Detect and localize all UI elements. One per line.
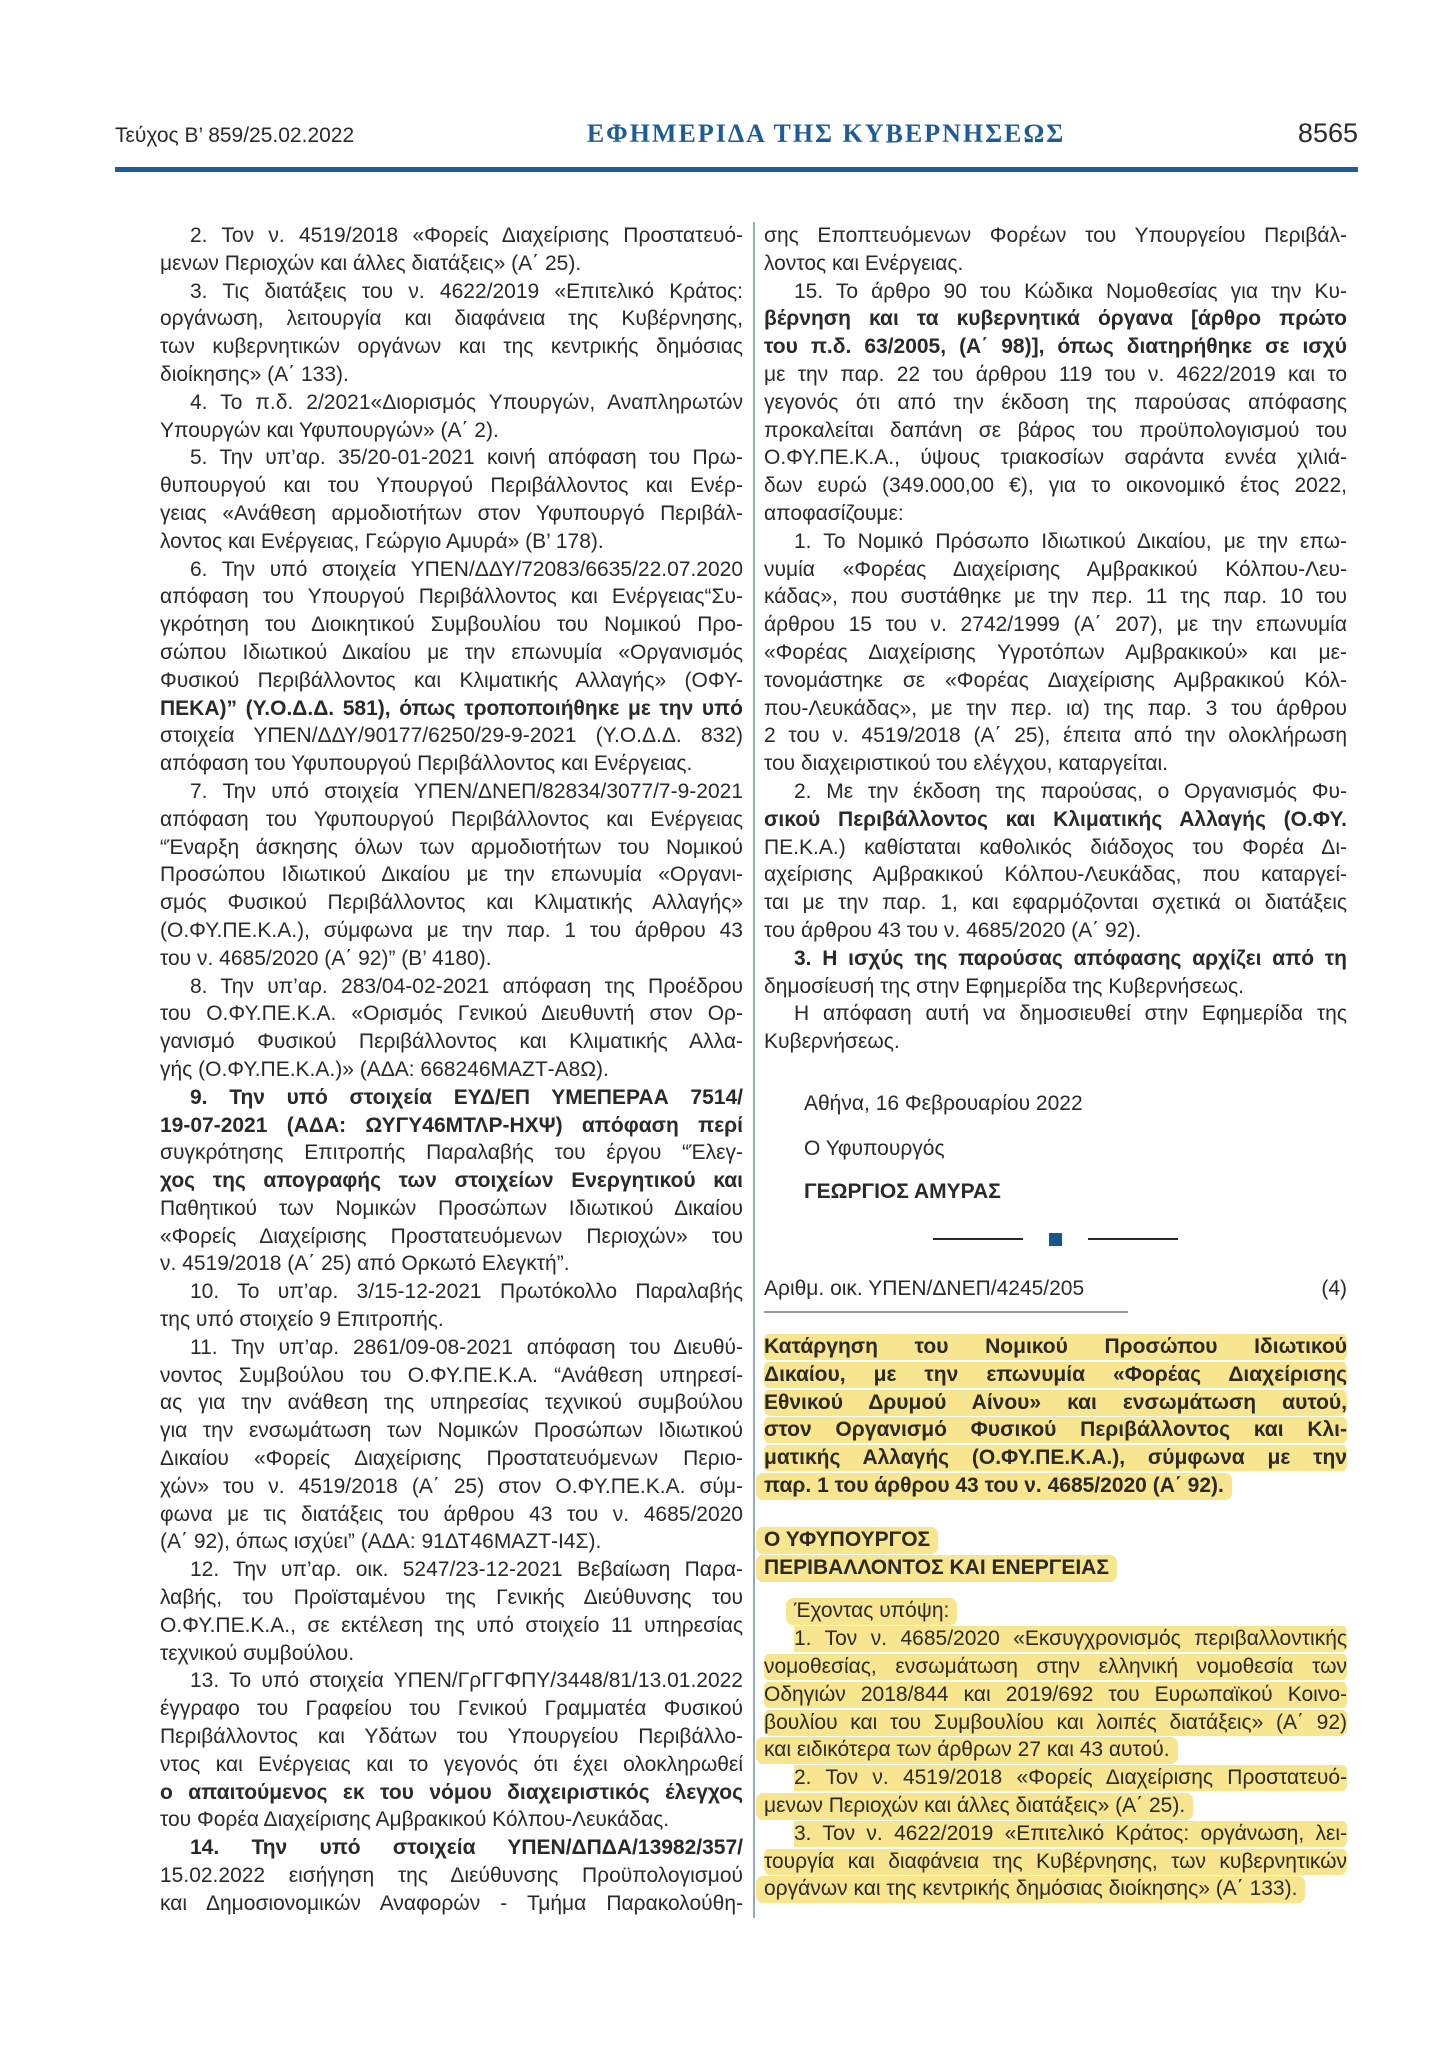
text-span: μενων Περιοχών και άλλες διατάξεις» (Α΄ 25). <box>160 251 582 275</box>
gazette-title: ΕΦΗΜΕΡΙΔΑ ΤΗΣ ΚΥΒΕΡΝΗΣΕΩΣ <box>586 119 1066 148</box>
text-span: αποφασίζουμε: <box>764 501 904 525</box>
text-line <box>764 639 1347 667</box>
text-line <box>764 333 1347 361</box>
text-line <box>160 361 743 389</box>
text-line <box>160 1473 743 1501</box>
text-line <box>160 1751 743 1779</box>
text-line <box>764 778 1347 806</box>
text-span: Υπουργών και Υφυπουργών» (Α΄ 2). <box>160 418 499 442</box>
text-span: σικού Περιβάλλοντος και Κλιματικής Αλλαγής (Ο.ΦΥ. <box>764 807 1347 831</box>
text-line <box>160 556 743 584</box>
text-span: στοιχεία ΥΠΕΝ/ΔΔΥ/90177/6250/29-9-2021 (Υ.Ο.Δ.Δ. 832) <box>160 724 743 748</box>
text-span: 2. Με την έκδοση της παρούσας, ο Οργανισμός Φυ- <box>794 779 1347 803</box>
paragraph <box>160 556 743 778</box>
text-line <box>764 917 1347 945</box>
text-line <box>160 333 743 361</box>
page-header <box>115 118 1358 149</box>
document-ref-number: (4) <box>1321 1277 1347 1301</box>
text-line <box>764 278 1347 306</box>
text-line <box>764 806 1347 834</box>
text-span: 12. Την υπ’αρ. οικ. 5247/23-12-2021 Βεβαίωση Παρα- <box>190 1558 743 1582</box>
text-line <box>764 1625 1347 1653</box>
text-span: ΠΕΚΑ)” (Υ.Ο.Δ.Δ. 581), όπως τροποποιήθηκε με την υπό <box>160 696 743 720</box>
separator-line <box>933 1238 1023 1240</box>
text-span: 5. Την υπ’αρ. 35/20-01-2021 κοινή απόφαση του Πρω- <box>190 446 743 470</box>
text-span: Κυβερνήσεως. <box>764 1030 900 1054</box>
text-line <box>764 889 1347 917</box>
text-line <box>764 1848 1347 1876</box>
text-line <box>160 1612 743 1640</box>
text-line <box>764 444 1347 472</box>
text-line <box>160 973 743 1001</box>
text-line <box>764 389 1347 417</box>
text-span: στον Οργανισμό Φυσικού Περιβάλλοντος και Κλι- <box>764 1418 1347 1442</box>
text-span: αχείρισης Αμβρακικού Κόλπου-Λευκάδας, που καταργεί- <box>764 863 1347 887</box>
text-line <box>160 806 743 834</box>
text-span: Παθητικού των Νομικών Προσώπων Ιδιωτικού Δικαίου <box>160 1196 743 1220</box>
text-line <box>160 1139 743 1167</box>
text-line <box>764 1709 1347 1737</box>
text-span: Δικαίου «Φορείς Διαχείρισης Προστατευόμενων Περιο- <box>160 1447 743 1471</box>
paragraph <box>764 1820 1347 1903</box>
text-span: του ν. 4685/2020 (Α΄ 92)” (Β’ 4180). <box>160 946 492 970</box>
text-span: 15. Το άρθρο 90 του Κώδικα Νομοθεσίας για την Κυ- <box>794 279 1347 303</box>
text-line <box>160 861 743 889</box>
text-line <box>764 1472 1347 1500</box>
text-line <box>764 583 1347 611</box>
paragraph <box>160 389 743 445</box>
text-span: 8. Την υπ’αρ. 283/04-02-2021 απόφαση της Προέδρου <box>190 974 743 998</box>
text-line <box>160 1112 743 1140</box>
text-line <box>160 1695 743 1723</box>
text-span: οργάνωση, λειτουργία και διαφάνεια της Κυβέρνησης, <box>160 307 743 331</box>
paragraph <box>160 1084 743 1279</box>
text-span: νομοθεσίας, ενσωμάτωση στην ελληνική νομοθεσία των <box>764 1655 1347 1679</box>
text-line <box>160 222 743 250</box>
text-span: κάδας», που συστάθηκε με την περ. 11 της παρ. 10 του <box>764 585 1347 609</box>
text-span: Ο ΥΦΥΠΟΥΡΓΟΣ <box>756 1527 938 1554</box>
text-span: Περιβάλλοντος και Υδάτων του Υπουργείου Περιβάλλο- <box>160 1725 743 1749</box>
paragraph <box>764 528 1347 778</box>
text-line <box>764 1653 1347 1681</box>
text-span: 9. Την υπό στοιχεία ΕΥΔ/ΕΠ ΥΜΕΠΕΡΑΑ 7514/ <box>190 1085 743 1109</box>
paragraph <box>160 222 743 278</box>
text-line <box>160 1334 743 1362</box>
text-line <box>160 611 743 639</box>
text-line <box>160 250 743 278</box>
text-span: τουργία και διαφάνεια της Κυβέρνησης, των κυβερνητικών <box>764 1849 1347 1873</box>
text-line <box>160 1862 743 1890</box>
text-span: φωνα με τις διατάξεις του άρθρου 43 του ν. 4685/2020 <box>160 1502 743 1526</box>
text-span: τονομάστηκε σε «Φορέας Διαχείρισης Αμβρακικού Κόλ- <box>764 668 1347 692</box>
text-line <box>764 528 1347 556</box>
text-line <box>160 1195 743 1223</box>
text-span: Ο.ΦΥ.ΠΕ.Κ.Α., σε εκτέλεση της υπό στοιχείο 11 υπηρεσίας <box>160 1613 743 1637</box>
paragraph <box>764 1764 1347 1820</box>
text-span: 13. Το υπό στοιχεία ΥΠΕΝ/ΓρΓΓΦΠΥ/3448/81/13.01.2022 <box>190 1669 743 1693</box>
text-span: δων ευρώ (349.000,00 €), για το οικονομικό έτος 2022, <box>764 474 1347 498</box>
text-line <box>160 1667 743 1695</box>
text-line <box>764 834 1347 862</box>
text-line <box>764 973 1347 1001</box>
section-separator <box>764 1231 1347 1247</box>
text-span: ΠΕΡΙΒΑΛΛΟΝΤΟΣ ΚΑΙ ΕΝΕΡΓΕΙΑΣ <box>756 1555 1117 1582</box>
text-span: νυμία «Φορέας Διαχείρισης Αμβρακικού Κόλπου-Λευ- <box>764 557 1347 581</box>
paragraph <box>160 1334 743 1556</box>
text-span: Οδηγιών 2018/844 και 2019/692 του Ευρωπαϊκού Κοινο- <box>764 1682 1347 1706</box>
text-line <box>160 1028 743 1056</box>
text-span: της υπό στοιχείο 9 Επιτροπής. <box>160 1308 444 1332</box>
text-span: συγκρότησης Επιτροπής Παραλαβής του έργου “Έλεγ- <box>160 1141 743 1165</box>
text-span: Η απόφαση αυτή να δημοσιευθεί στην Εφημερίδα της <box>794 1002 1347 1026</box>
text-line <box>764 500 1347 528</box>
text-line <box>160 500 743 528</box>
text-span: γειας «Ανάθεση αρμοδιοτήτων στον Υφυπουργό Περιβάλ- <box>160 501 743 525</box>
text-span: ντος και Ενέργειας και το γεγονός ότι έχει ολοκληρωθεί <box>160 1752 743 1776</box>
text-span: ΠΕ.Κ.Α.) καθίσταται καθολικός διάδοχος του Φορέα Δι- <box>764 835 1347 859</box>
paragraph <box>764 945 1347 1001</box>
paragraph <box>764 1625 1347 1764</box>
text-line <box>764 1764 1347 1792</box>
text-span: «Φορείς Διαχείρισης Προστατευόμενων Περιοχών» του <box>160 1224 743 1248</box>
text-line <box>764 1000 1347 1028</box>
text-span: χος της απογραφής των στοιχείων Ενεργητικού και <box>160 1169 743 1193</box>
text-line <box>160 1278 743 1306</box>
text-span: 3. Τις διατάξεις του ν. 4622/2019 «Επιτελικό Κράτος: <box>190 279 743 303</box>
text-line <box>160 1306 743 1334</box>
text-line <box>160 1501 743 1529</box>
text-span: 4. Το π.δ. 2/2021«Διορισμός Υπουργών, Αναπληρωτών <box>190 390 743 414</box>
text-span: απόφαση του Υφυπουργού Περιβάλλοντος και Ενέργειας <box>160 807 743 831</box>
text-span: 2. Τον ν. 4519/2018 «Φορείς Διαχείρισης Προστατευό- <box>794 1766 1347 1790</box>
text-span: ο απαιτούμενος εκ του νόμου διαχειριστικός έλεγχος <box>160 1780 743 1804</box>
text-span: του άρθρου 43 του ν. 4685/2020 (Α΄ 92). <box>764 918 1142 942</box>
text-span: ας για την ανάθεση της υπηρεσίας τεχνικού συμβούλου <box>160 1391 743 1415</box>
text-line <box>764 1361 1347 1389</box>
text-line <box>160 1389 743 1417</box>
text-line <box>160 722 743 750</box>
text-line <box>764 750 1347 778</box>
text-span: (Α΄ 92), όπως ισχύει” (ΑΔΑ: 91ΔΤ46ΜΑΖΤ-Ι4Σ). <box>160 1530 602 1554</box>
text-span: θυπουργού και του Υπουργού Περιβάλλοντος και Ενέρ- <box>160 474 743 498</box>
subhead-block <box>764 1526 1347 1582</box>
issue-label: Τεύχος Β’ 859/25.02.2022 <box>115 124 355 147</box>
paragraph <box>764 1000 1347 1056</box>
text-span: 1. Το Νομικό Πρόσωπο Ιδιωτικού Δικαίου, με την επω- <box>794 529 1347 553</box>
document-number-row <box>764 1275 1347 1313</box>
text-line <box>764 361 1347 389</box>
text-line <box>764 305 1347 333</box>
text-span: ται με την παρ. 1, και εφαρμόζονται σχετικά οι διατάξεις <box>764 891 1347 915</box>
text-line <box>160 278 743 306</box>
text-line <box>764 472 1347 500</box>
text-span: Εθνικού Δρυμού Αίνου» και ενσωμάτωση αυτού, <box>764 1390 1347 1414</box>
text-line <box>160 945 743 973</box>
text-line <box>160 1806 743 1834</box>
text-span: και Δημοσιονομικών Αναφορών - Τμήμα Παρακολούθη- <box>160 1891 743 1915</box>
text-span: έγγραφο του Γραφείου του Γενικού Γραμματέα Φυσικού <box>160 1697 743 1721</box>
text-span: λοντος και Ενέργειας, Γεώργιο Αμυρά» (Β’ 178). <box>160 529 604 553</box>
paragraph <box>764 222 1347 278</box>
text-span: με την παρ. 22 του άρθρου 119 του ν. 4622/2019 και το <box>764 362 1347 386</box>
text-span: 11. Την υπ’αρ. 2861/09-08-2021 απόφαση του Διευθύ- <box>190 1335 743 1359</box>
text-line <box>764 945 1347 973</box>
text-span: που-Λευκάδας», με την περ. ια) της παρ. 3 του άρθρου <box>764 696 1347 720</box>
having-block <box>764 1597 1347 1625</box>
text-span: διοίκησης» (Α΄ 133). <box>160 362 349 386</box>
paragraph <box>160 973 743 1084</box>
separator-square-icon <box>1049 1233 1062 1246</box>
document-number: Αριθμ. οικ. ΥΠΕΝ/ΔΝΕΠ/4245/205 <box>764 1275 1128 1313</box>
text-span: 14. Την υπό στοιχεία ΥΠΕΝ/ΔΠΔΑ/13982/357/ <box>190 1836 743 1860</box>
text-span: του Ο.ΦΥ.ΠΕ.Κ.Α. «Ορισμός Γενικού Διευθυντή στον Ορ- <box>160 1002 743 1026</box>
text-span: “Έναρξη άσκησης όλων των αρμοδιοτήτων του Νομικού <box>160 835 743 859</box>
text-span: σης Εποπτευόμενων Φορέων του Υπουργείου Περιβάλ- <box>764 224 1347 247</box>
text-line <box>160 917 743 945</box>
text-line <box>160 305 743 333</box>
text-span: των κυβερνητικών οργάνων και της κεντρικής δημόσιας <box>160 335 743 359</box>
text-span: οργάνων και της κεντρικής δημόσιας διοίκησης» (Α΄ 133). <box>756 1876 1305 1903</box>
text-line <box>160 1528 743 1556</box>
text-line <box>764 250 1347 278</box>
text-line <box>764 667 1347 695</box>
text-line <box>764 861 1347 889</box>
signatory-name: ΓΕΩΡΓΙΟΣ ΑΜΥΡΑΣ <box>804 1179 1001 1203</box>
text-span: απόφαση του Υπουργού Περιβάλλοντος και Ενέργειας“Συ- <box>160 585 743 609</box>
text-line <box>160 583 743 611</box>
paragraph <box>160 444 743 555</box>
text-span: γεγονός ότι από την έκδοση της παρούσας απόφασης <box>764 390 1347 414</box>
text-span: «Φορέας Διαχείρισης Υγροτόπων Αμβρακικού» και με- <box>764 640 1347 664</box>
text-line <box>160 1223 743 1251</box>
text-span: 3. Τον ν. 4622/2019 «Επιτελικό Κράτος: οργάνωση, λει- <box>794 1821 1347 1845</box>
signature-place-date: Αθήνα, 16 Φεβρουαρίου 2022 <box>804 1091 1083 1115</box>
text-span: Κατάργηση του Νομικού Προσώπου Ιδιωτικού <box>764 1335 1347 1359</box>
text-line <box>160 1250 743 1278</box>
text-line <box>160 389 743 417</box>
signatory-role: Ο Υφυπουργός <box>804 1136 945 1160</box>
title-block <box>764 1333 1347 1500</box>
text-line <box>160 667 743 695</box>
text-line <box>160 639 743 667</box>
text-line <box>160 1584 743 1612</box>
text-line <box>764 1681 1347 1709</box>
text-span: νοντος Συμβούλου του Ο.ΦΥ.ΠΕ.Κ.Α. “Ανάθεση υπηρεσί- <box>160 1363 743 1387</box>
text-span: απόφαση του Υφυπουργού Περιβάλλοντος και Ενέργειας. <box>160 752 693 776</box>
text-line <box>160 1723 743 1751</box>
text-line <box>764 1526 1347 1554</box>
text-span: του Φορέα Διαχείρισης Αμβρακικού Κόλπου-Λευκάδας. <box>160 1808 670 1832</box>
text-line <box>160 750 743 778</box>
text-line <box>160 528 743 556</box>
text-span: τεχνικού συμβούλου. <box>160 1641 355 1665</box>
text-line <box>764 417 1347 445</box>
text-span: 3. Η ισχύς της παρούσας απόφασης αρχίζει από τη <box>794 946 1347 970</box>
text-line <box>160 834 743 862</box>
text-line <box>160 1056 743 1084</box>
text-span: παρ. 1 του άρθρου 43 του ν. 4685/2020 (Α΄ 92). <box>756 1473 1232 1500</box>
text-line <box>160 889 743 917</box>
right-column <box>755 222 1347 1918</box>
text-span: βουλίου και του Συμβουλίου και λοιπές διατάξεις» (Α΄ 92) <box>764 1710 1347 1734</box>
text-span: 2. Τον ν. 4519/2018 «Φορείς Διαχείρισης Προστατευό- <box>190 224 743 247</box>
text-span: ματικής Αλλαγής (Ο.ΦΥ.ΠΕ.Κ.Α.), σύμφωνα με την <box>764 1446 1347 1470</box>
text-line <box>160 1362 743 1390</box>
paragraph <box>160 278 743 389</box>
text-line <box>764 1028 1347 1056</box>
text-span: χών» του ν. 4519/2018 (Α΄ 25) στον Ο.ΦΥ.ΠΕ.Κ.Α. σύμ- <box>160 1474 743 1498</box>
text-line <box>160 1556 743 1584</box>
text-span: Προσώπου Ιδιωτικού Δικαίου με την επωνυμία «Οργανι- <box>160 863 743 887</box>
text-line <box>160 1445 743 1473</box>
text-line <box>160 1640 743 1668</box>
text-line <box>160 1084 743 1112</box>
text-line <box>764 1792 1347 1820</box>
paragraph <box>160 1667 743 1834</box>
text-line <box>160 1167 743 1195</box>
text-line <box>160 778 743 806</box>
document-body <box>160 222 1347 1918</box>
text-line <box>764 1875 1347 1903</box>
text-line <box>764 1820 1347 1848</box>
text-span: βέρνηση και τα κυβερνητικά όργανα [άρθρο πρώτο <box>764 307 1347 331</box>
text-line <box>160 1890 743 1918</box>
text-line <box>764 222 1347 250</box>
text-line <box>764 1597 1347 1625</box>
text-span: σώπου Ιδιωτικού Δικαίου με την επωνυμία «Οργανισμός <box>160 640 743 664</box>
text-line <box>160 1417 743 1445</box>
text-line <box>764 1554 1347 1582</box>
text-line <box>160 417 743 445</box>
text-line <box>764 1736 1347 1764</box>
text-span: Ο.ΦΥ.ΠΕ.Κ.Α., ύψους τριακοσίων σαράντα εννέα χιλιά- <box>764 446 1347 470</box>
text-line <box>764 1416 1347 1444</box>
text-span: του π.δ. 63/2005, (Α΄ 98)], όπως διατηρήθηκε σε ισχύ <box>764 335 1347 359</box>
left-column <box>160 222 755 1918</box>
paragraph <box>160 778 743 973</box>
text-span: σμός Φυσικού Περιβάλλοντος και Κλιματικής Αλλαγής» <box>160 891 743 915</box>
text-span: 2 του ν. 4519/2018 (Α΄ 25), έπειτα από την ολοκλήρωση <box>764 724 1347 748</box>
text-span: Δικαίου, με την επωνυμία «Φορέας Διαχείρισης <box>764 1362 1347 1386</box>
text-span: λαβής, του Προϊσταμένου της Γενικής Διεύθυνσης του <box>160 1586 743 1610</box>
text-span: 15.02.2022 εισήγηση της Διεύθυνσης Προϋπολογισμού <box>160 1864 743 1888</box>
text-span: Φυσικού Περιβάλλοντος και Κλιματικής Αλλαγής» (ΟΦΥ- <box>160 668 743 692</box>
text-line <box>764 1389 1347 1417</box>
text-span: λοντος και Ενέργειας. <box>764 251 964 275</box>
text-span: ν. 4519/2018 (Α΄ 25) από Ορκωτό Ελεγκτή”. <box>160 1252 570 1276</box>
paragraph <box>160 1834 743 1917</box>
text-span: γανισμό Φυσικού Περιβάλλοντος και Κλιματικής Αλλα- <box>160 1030 743 1054</box>
paragraph <box>764 778 1347 945</box>
text-span: 10. Το υπ’αρ. 3/15-12-2021 Πρωτόκολλο Παραλαβής <box>190 1280 743 1304</box>
text-line <box>160 695 743 723</box>
text-line <box>764 722 1347 750</box>
text-span: δημοσίευσή της στην Εφημερίδα της Κυβερνήσεως. <box>764 974 1244 998</box>
text-line <box>160 1000 743 1028</box>
text-line <box>764 695 1347 723</box>
text-span: προκαλείται δαπάνη σε βάρος του προϋπολογισμού του <box>764 418 1347 442</box>
text-span: και ειδικότερα των άρθρων 27 και 43 αυτού. <box>756 1737 1178 1764</box>
text-span: 19-07-2021 (ΑΔΑ: ΩΥΓΥ46ΜΤΛΡ-ΗΧΨ) απόφαση περί <box>160 1113 743 1137</box>
text-line <box>764 1444 1347 1472</box>
text-line <box>764 556 1347 584</box>
text-span: 7. Την υπό στοιχεία ΥΠΕΝ/ΔΝΕΠ/82834/3077/7-9-2021 <box>190 779 743 803</box>
text-span: 1. Τον ν. 4685/2020 «Εκσυγχρονισμός περιβαλλοντικής <box>794 1627 1347 1651</box>
text-span: άρθρου 15 του ν. 2742/1999 (Α΄ 207), με την επωνυμία <box>764 613 1347 637</box>
paragraph <box>160 1556 743 1667</box>
text-span: γής (Ο.ΦΥ.ΠΕ.Κ.Α.)» (ΑΔΑ: 668246ΜΑΖΤ-Α8Ω). <box>160 1057 609 1081</box>
text-line <box>160 472 743 500</box>
text-span: 6. Την υπό στοιχεία ΥΠΕΝ/ΔΔΥ/72083/6635/22.07.2020 <box>190 557 743 581</box>
signature-block <box>804 1090 1347 1205</box>
text-span: γκρότηση του Διοικητικού Συμβουλίου του Νομικού Προ- <box>160 613 743 637</box>
paragraph <box>764 278 1347 528</box>
paragraph <box>160 1278 743 1334</box>
text-span: Έχοντας υπόψη: <box>786 1598 957 1625</box>
page-number: 8565 <box>1297 118 1358 148</box>
text-line <box>764 1333 1347 1361</box>
text-line <box>764 611 1347 639</box>
text-span: (Ο.ΦΥ.ΠΕ.Κ.Α.), σύμφωνα με την παρ. 1 του άρθρου 43 <box>160 918 743 942</box>
text-span: για την ενσωμάτωση των Νομικών Προσώπων Ιδιωτικού <box>160 1419 743 1443</box>
separator-line <box>1088 1238 1178 1240</box>
header-rule <box>115 167 1358 172</box>
text-line <box>160 444 743 472</box>
text-span: του διαχειριστικού του ελέγχου, καταργείται. <box>764 752 1168 776</box>
text-span: μενων Περιοχών και άλλες διατάξεις» (Α΄ 25). <box>756 1793 1193 1820</box>
text-line <box>160 1779 743 1807</box>
text-line <box>160 1834 743 1862</box>
